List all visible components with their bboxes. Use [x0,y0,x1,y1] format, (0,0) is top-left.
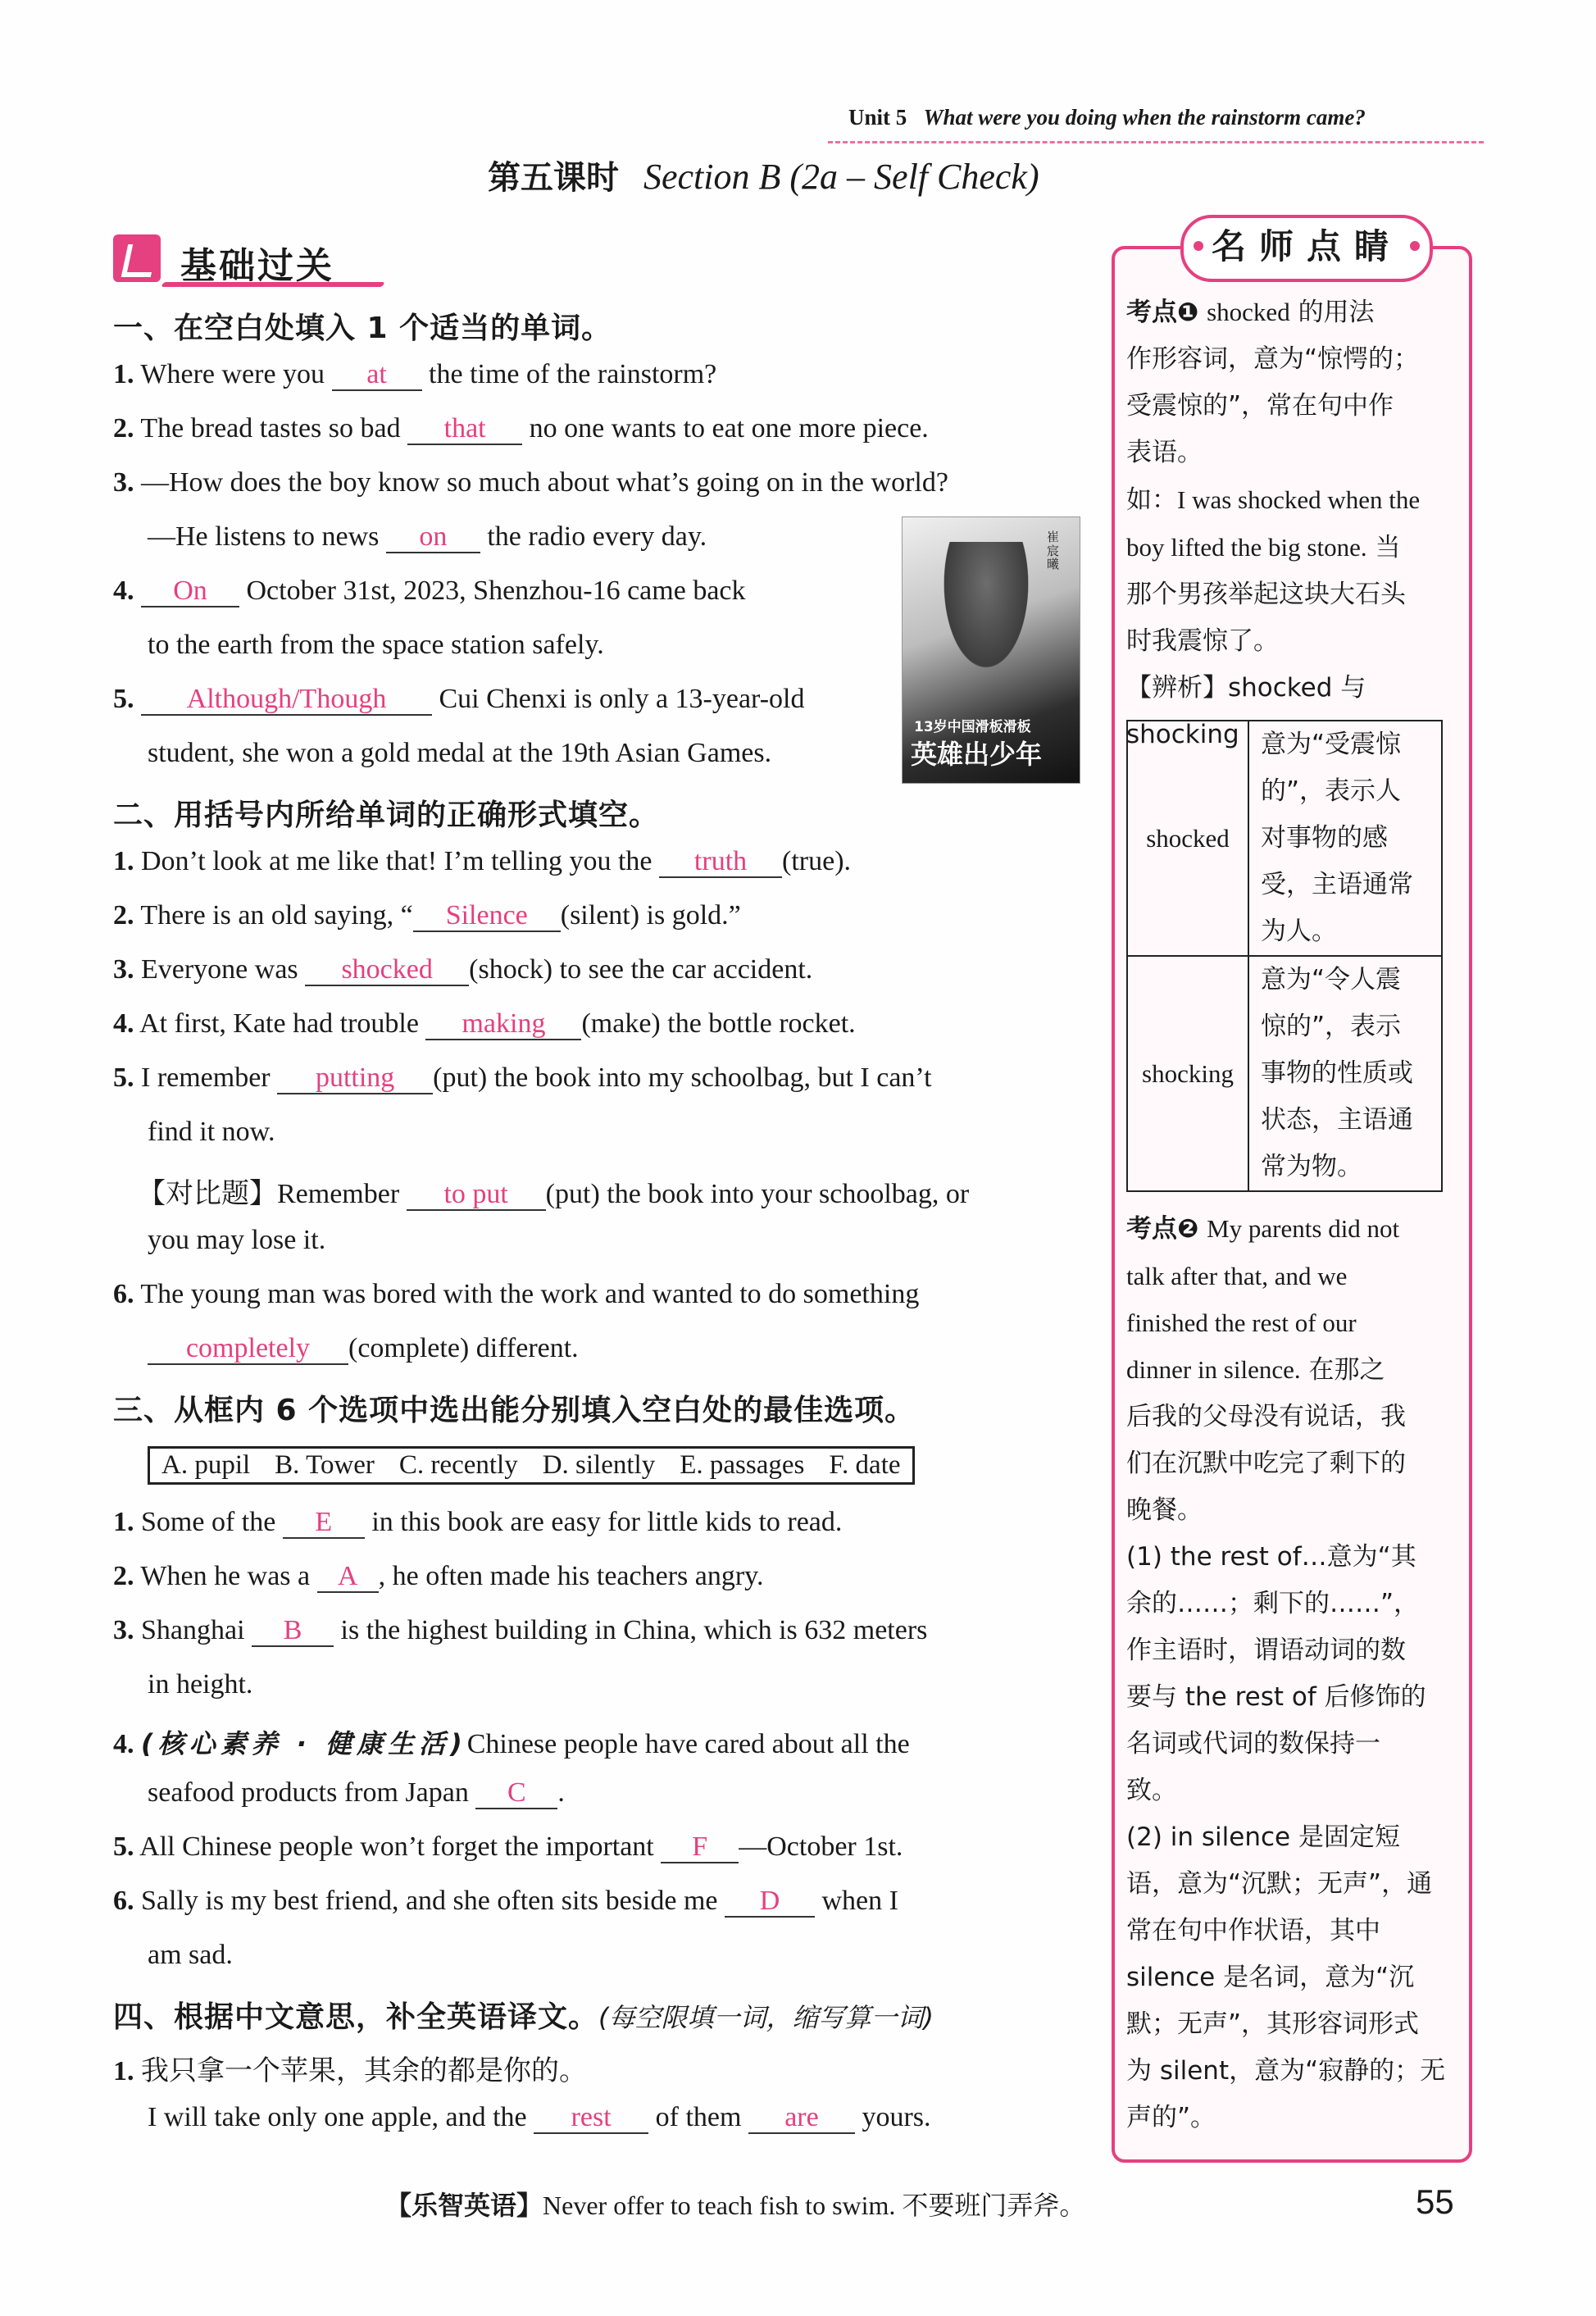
question-text: The bread tastes so bad [140,413,401,444]
question-text: Everyone was [141,954,298,985]
option-e: E. passages [680,1450,805,1480]
question-number: 3. [113,467,134,498]
kp2-cn: 在那之 [1308,1355,1385,1385]
question-text: October 31st, 2023, Shenzhou-16 came back [246,576,746,606]
s4-q1 [113,2048,587,2088]
unit-title: What were you doing when the rainstorm came? [923,105,1366,130]
section-badge [113,231,384,290]
s1-q4 [113,576,746,607]
lesson-title [488,152,1039,198]
s1-q2 [113,413,929,445]
option-f: F. date [829,1450,901,1480]
point2-text: 默；无声”，其形容词形式 [1126,2009,1420,2039]
question-text: There is an old saying, “ [140,900,413,930]
question-text: (silent) is gold.” [560,900,741,930]
point1-text: 致。 [1126,1776,1177,1805]
answer-blank: are [748,2102,855,2134]
option-a: A. pupil [161,1450,251,1480]
example-en: I was shocked when the [1177,485,1421,514]
analysis-label: 【辨析】shocked 与 shocking [1126,673,1366,749]
table-row [1127,721,1442,956]
point1-text: 名词或代词的数保持一 [1126,1729,1380,1759]
question-number: 3. [113,954,134,985]
footer-proverb [385,2185,1085,2223]
question-number: 1. [113,2056,134,2086]
proverb-en: Never offer to teach fish to swim. [543,2191,896,2220]
question-text: I will take only one apple, and the [148,2102,527,2132]
kp2-block [1126,1205,1454,2141]
kp2-cn: 后我的父母没有说话，我 [1126,1402,1406,1431]
page-number: 55 [1416,2182,1454,2221]
s4-q1-answer [148,2102,931,2134]
option-d: D. silently [542,1450,656,1480]
example-cn: 时我震惊了。 [1126,626,1279,656]
section1-title: 一、在空白处填入 1 个适当的单词。 [113,312,612,345]
answer-blank: C [475,1777,557,1809]
table-word: shocked [1127,721,1248,956]
question-text: All Chinese people won’t forget the important [139,1831,654,1862]
question-text: (make) the bottle rocket. [581,1008,856,1039]
question-number: 1. [113,1507,134,1537]
header-divider [828,141,1484,143]
question-text: you may lose it. [148,1225,326,1255]
question-text: the radio every day. [487,521,707,552]
question-text: find it now. [148,1117,275,1147]
heading-dot-right [1410,241,1420,251]
s3-q6 [113,1886,898,1918]
lesson-number: 第五课时 [488,159,619,197]
kp2-label: 考点❷ [1126,1214,1199,1244]
section4-title: 四、根据中文意思，补全英语译文。 [113,2000,599,2034]
answer-blank: that [407,413,522,445]
question-text: . [557,1777,565,1808]
question-text: in height. [148,1669,253,1699]
s2-q6 [113,1279,919,1310]
s3-q4 [113,1723,910,1761]
desc-line: 常为物。 [1261,1152,1362,1181]
footer-brand: 【乐智英语】 [385,2190,543,2221]
desc-line: 事物的性质或 [1261,1058,1413,1088]
question-number: 2. [113,900,134,930]
athlete-figure [937,542,1035,681]
s3-q4-answer [148,1777,565,1809]
s3-q3 [113,1615,927,1647]
option-c: C. recently [398,1450,518,1480]
question-number: 3. [113,1615,134,1645]
question-text: —October 1st. [739,1831,903,1862]
question-text: Chinese people have cared about all the [466,1729,910,1759]
question-text: seafood products from Japan [148,1777,469,1808]
s2-q5 [113,1062,932,1094]
question-number: 1. [113,359,134,389]
answer-blank: Although/Though [141,684,432,716]
point2-text: 声的”。 [1126,2103,1216,2132]
question-text: Shanghai [141,1615,245,1645]
question-text: no one wants to eat one more piece. [529,413,929,444]
comparison-table [1126,720,1443,1192]
answer-blank: rest [534,2102,648,2134]
answer-blank: making [425,1008,581,1040]
point2-text: silence 是名词，意为“沉 [1126,1963,1415,1992]
s3-q2 [113,1561,763,1593]
s1-q3 [113,467,948,498]
question-text: When he was a [140,1561,311,1591]
skateboard-champion-photo [902,516,1080,784]
kp1-text: 表语。 [1126,438,1203,467]
desc-line: 受，主语通常 [1261,870,1413,899]
question-text: —He listens to news [148,521,380,552]
question-text: to the earth from the space station safely. [148,630,604,660]
question-text: Sally is my best friend, and she often sits beside me [141,1886,718,1916]
table-row [1127,956,1442,1191]
question-number: 1. [113,846,134,876]
section3-title: 三、从框内 6 个选项中选出能分别填入空白处的最佳选项。 [113,1394,916,1427]
option-b: B. Tower [275,1450,375,1480]
question-number: 2. [113,413,134,444]
point2-text: 语，意为“沉默；无声”，通 [1126,1869,1433,1899]
chinese-sentence: 我只拿一个苹果，其余的都是你的。 [141,2054,587,2087]
desc-line: 意为“受震惊 [1261,730,1402,759]
question-number: 6. [113,1279,134,1309]
kp1-word: shocked [1207,298,1290,326]
section4-heading [113,1994,934,2036]
s2-q4 [113,1008,856,1040]
kp1-example [1126,524,1454,571]
s2-q2 [113,900,741,932]
question-text: of them [655,2102,742,2132]
s1-q5 [113,684,804,716]
answer-blank: shocked [305,954,469,986]
lesson-section: Section B (2a – Self Check) [643,157,1039,197]
teacher-tips-heading [1180,215,1433,282]
kp1-text: 的用法 [1298,298,1375,327]
question-text: yours. [862,2102,931,2132]
s2-q1 [113,846,851,878]
s3-q5 [113,1831,903,1863]
question-text: (true). [782,846,852,876]
desc-line: 为人。 [1261,917,1337,946]
example-cn: 当 [1375,533,1401,562]
photo-caption-small: 13岁中国滑板滑板 [914,719,1031,735]
answer-blank: F [661,1831,739,1863]
point1-text: (1) the rest of…意为“其 [1126,1542,1416,1572]
answer-blank: D [725,1886,815,1918]
heading-dot-left [1194,241,1203,251]
kp2-en: talk after that, and we [1126,1262,1348,1290]
question-text: Remember [277,1179,400,1209]
s2-q3 [113,954,812,986]
s2-q6-answer [148,1333,579,1365]
example-en: boy lifted the big stone. [1126,533,1367,562]
photo-caption-big: 英雄出少年 [911,739,1043,770]
point1-text: 作主语时，谓语动词的数 [1126,1636,1406,1665]
unit-number: Unit 5 [848,105,907,130]
desc-line: 状态，主语通 [1261,1105,1413,1135]
competency-tag: (核心素养 · 健康生活) [141,1728,467,1759]
question-text: is the highest building in China, which is 632 meters [340,1615,928,1645]
kp2-line [1126,1205,1454,1253]
question-text: when I [821,1886,898,1916]
question-number: 5. [113,1831,134,1862]
section2-title: 二、用括号内所给单词的正确形式填空。 [113,799,660,832]
s1-q1 [113,359,716,391]
answer-blank: B [252,1615,334,1647]
desc-line: 意为“令人震 [1261,965,1402,994]
answer-blank: putting [277,1062,433,1094]
question-text: Cui Chenxi is only a 13-year-old [439,684,805,714]
kp2-cn: 们在沉默中吃完了剩下的 [1126,1449,1406,1478]
question-number: 4. [113,576,134,606]
question-number: 5. [113,684,134,714]
kp2-en: My parents did not [1207,1214,1400,1243]
answer-blank: A [317,1561,379,1593]
question-text: Don’t look at me like that! I’m telling you the [141,846,652,876]
question-text: , he often made his teachers angry. [378,1561,764,1591]
answer-blank: completely [148,1333,348,1365]
question-number: 5. [113,1062,134,1093]
kp2-en: dinner in silence. [1126,1355,1301,1384]
kp1-block [1126,289,1454,758]
question-number: 2. [113,1561,134,1591]
question-text: I remember [141,1062,271,1093]
answer-blank: Silence [413,900,561,932]
question-text: Where were you [140,359,325,389]
example-cn: 那个男孩举起这块大石头 [1126,580,1406,609]
unit-header [848,105,1366,130]
answer-blank: truth [659,846,782,878]
table-word: shocking [1127,956,1248,1191]
desc-line: 对事物的感 [1261,823,1388,853]
answer-blank: On [141,576,239,607]
answer-blank: to put [407,1179,546,1211]
question-text: At first, Kate had trouble [139,1008,419,1039]
compare-tag: 【对比题】 [138,1177,277,1210]
point2-text: (2) in silence 是固定短 [1126,1822,1400,1852]
badge-label: 基础过关 [180,245,334,287]
point2-text: 常在句中作状语，其中 [1126,1916,1380,1945]
question-text: am sad. [148,1940,233,1970]
kp2-line [1126,1346,1454,1394]
kp1-text: 作形容词，意为“惊愕的； [1126,344,1420,374]
s3-q1 [113,1507,842,1539]
question-number: 4. [113,1729,134,1759]
table-desc [1248,721,1442,956]
kp2-en: finished the rest of our [1126,1308,1357,1337]
question-text: —How does the boy know so much about what’s going on in the world? [141,467,948,498]
kp1-label: 考点❶ [1126,298,1199,327]
question-text: (shock) to see the car accident. [469,954,813,985]
question-text: (complete) different. [348,1333,579,1363]
question-number: 4. [113,1008,134,1039]
question-text: (put) the book into your schoolbag, or [545,1179,970,1209]
point2-text: 为 silent，意为“寂静的；无 [1126,2056,1446,2086]
question-text: the time of the rainstorm? [429,359,717,389]
section4-note: (每空限填一词，缩写算一词) [598,2002,934,2033]
point1-text: 要与 the rest of 后修饰的 [1126,1682,1426,1712]
question-number: 6. [113,1886,134,1916]
answer-blank: E [283,1507,365,1539]
question-text: (put) the book into my schoolbag, but I can’t [433,1062,932,1093]
question-text: Some of the [141,1507,276,1537]
desc-line: 的”，表示人 [1261,776,1402,806]
heading-label: 名师点睛 [1211,226,1402,266]
options-box [148,1446,915,1485]
table-desc [1248,956,1442,1191]
kp1-line [1126,289,1454,336]
question-text: in this book are easy for little kids to read. [371,1507,843,1537]
s2-compare [138,1171,969,1211]
kp2-cn: 晚餐。 [1126,1495,1203,1525]
s1-q3-answer [148,521,707,553]
kp1-text: 受震惊的”，常在句中作 [1126,391,1394,421]
question-text: student, she won a gold medal at the 19th Asian Games. [148,738,772,768]
example-prefix: 如： [1126,485,1177,515]
answer-blank: at [332,359,422,391]
pen-note-icon [113,234,161,282]
answer-blank: on [386,521,480,553]
kp1-example [1126,476,1454,524]
proverb-cn: 不要班门弄斧。 [902,2190,1086,2221]
photo-vertical-text: 崔宸曦 [1047,530,1060,571]
desc-line: 惊的”，表示 [1261,1012,1402,1041]
point1-text: 余的……；剩下的……”， [1126,1589,1420,1618]
question-text: The young man was bored with the work and wanted to do something [140,1279,920,1309]
